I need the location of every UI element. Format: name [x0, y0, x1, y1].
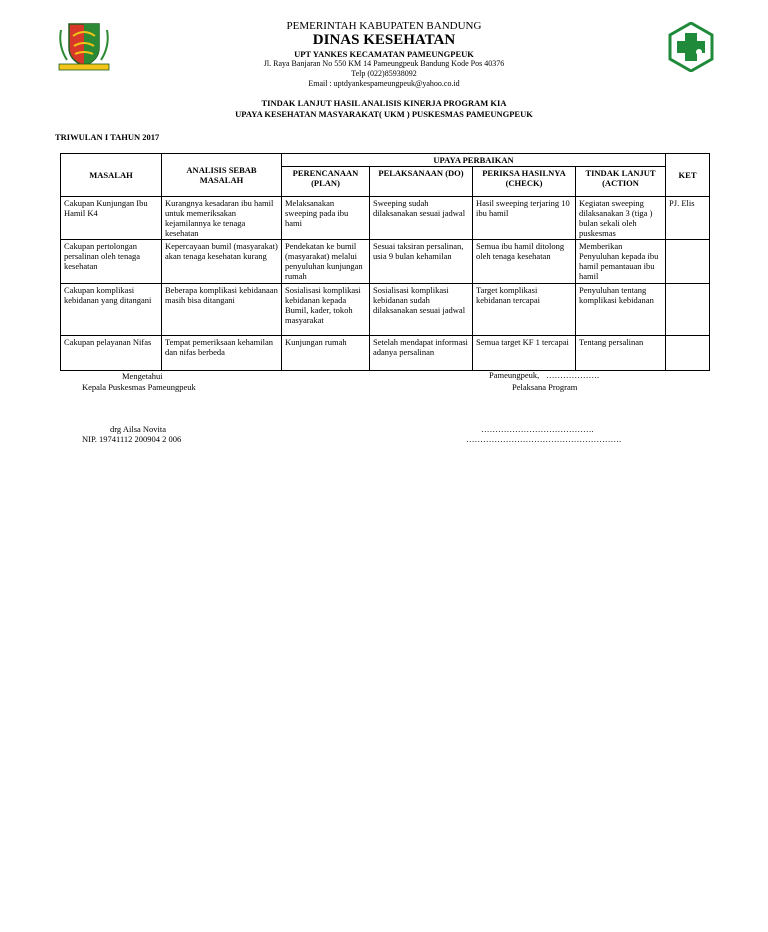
cell-check: Hasil sweeping terjaring 10 ibu hamil — [473, 197, 576, 240]
cell-check: Semua ibu hamil ditolong oleh tenaga kesehatan — [473, 240, 576, 284]
cell-masalah: Cakupan komplikasi kebidanan yang ditangani — [61, 284, 162, 336]
document-title-line1: TINDAK LANJUT HASIL ANALISIS KINERJA PROGRAM KIA — [261, 98, 507, 108]
address-line: Jl. Raya Banjaran No 550 KM 14 Pameungpeuk Bandung Kode Pos 40376 — [263, 59, 505, 68]
period-label: TRIWULAN I TAHUN 2017 — [55, 132, 160, 142]
header-plan: PERENCANAAN (PLAN) — [282, 167, 370, 197]
table-row — [61, 240, 710, 284]
header-action: TINDAK LANJUT (ACTION — [576, 167, 666, 197]
phone-line: Telp (022)85938092 — [351, 69, 417, 78]
cell-plan: Sosialisasi komplikasi kebidanan kepada Bumil, kader, tokoh masyarakat — [282, 284, 370, 336]
header-check: PERIKSA HASILNYA (CHECK) — [473, 167, 576, 197]
right-sign-nip-dots: ………………………………………………. — [466, 434, 622, 444]
unit-name: UPT YANKES KECAMATAN PAMEUNGPEUK — [294, 49, 474, 59]
cell-analisis: Kurangnya kesadaran ibu hamil untuk memeriksakan kejamilannya ke tenaga kesehatan — [162, 197, 282, 240]
left-sign-name: drg Ailsa Novita — [110, 424, 167, 434]
header-masalah: MASALAH — [61, 154, 162, 197]
left-sign-nip: NIP. 19741112 200904 2 006 — [82, 434, 182, 444]
cell-masalah: Cakupan pertolongan persalinan oleh tenaga kesehatan — [61, 240, 162, 284]
header-do: PELAKSANAAN (DO) — [370, 167, 473, 197]
cell-analisis: Beberapa komplikasi kebidanaan masih bisa ditangani — [162, 284, 282, 336]
cell-do: Setelah mendapat informasi adanya persalinan — [370, 336, 473, 371]
cell-check: Semua target KF 1 tercapai — [473, 336, 576, 371]
cell-masalah: Cakupan pelayanan Nifas — [61, 336, 162, 371]
cell-action: Kegiatan sweeping dilaksanakan 3 (tiga ) bulan sekali oleh puskesmas — [576, 197, 666, 240]
header-analisis: ANALISIS SEBAB MASALAH — [162, 154, 282, 197]
table-row — [61, 284, 710, 336]
cell-check: Target komplikasi kebidanan tercapai — [473, 284, 576, 336]
agency-name: DINAS KESEHATAN — [312, 32, 456, 48]
cell-ket — [666, 336, 710, 371]
document-title-line2: UPAYA KESEHATAN MASYARAKAT( UKM ) PUSKESMAS PAMEUNGPEUK — [235, 109, 533, 119]
cell-do: Sesuai taksiran persalinan, usia 9 bulan kehamilan — [370, 240, 473, 284]
cell-plan: Pendekatan ke bumil (masyarakat) melalui penyuluhan kunjungan rumah — [282, 240, 370, 284]
cell-ket: PJ. Elis — [666, 197, 710, 240]
header-upaya-perbaikan: UPAYA PERBAIKAN — [282, 154, 666, 167]
action-plan-table — [60, 153, 710, 371]
cell-analisis: Kepercayaan bumil (masyarakat) akan tenaga kesehatan kurang — [162, 240, 282, 284]
right-sign-place: Pameungpeuk, — [489, 370, 540, 380]
cell-action: Penyuluhan tentang komplikasi kebidanan — [576, 284, 666, 336]
cell-action: Tentang persalinan — [576, 336, 666, 371]
cell-analisis: Tempat pemeriksaan kehamilan dan nifas berbeda — [162, 336, 282, 371]
table-row — [61, 336, 710, 371]
table-row — [61, 197, 710, 240]
email-line: Email : uptdyankespameungpeuk@yahoo.co.id — [308, 79, 460, 88]
cell-plan: Kunjungan rumah — [282, 336, 370, 371]
cell-plan: Melaksanakan sweeping pada ibu hami — [282, 197, 370, 240]
cell-ket — [666, 284, 710, 336]
left-sign-label-mengetahui: Mengetahui — [122, 371, 163, 381]
cell-action: Memberikan Penyuluhan kepada ibu hamil pemantauan ibu hamil — [576, 240, 666, 284]
cell-do: Sweeping sudah dilaksanakan sesuai jadwal — [370, 197, 473, 240]
left-sign-label-kepala: Kepala Puskesmas Pameungpeuk — [82, 382, 196, 392]
government-name: PEMERINTAH KABUPATEN BANDUNG — [286, 20, 482, 32]
right-sign-label: Pelaksana Program — [512, 382, 578, 392]
right-sign-name-dots: …………………………………. — [481, 424, 594, 434]
cell-do: Sosialisasi komplikasi kebidanan sudah dilaksanakan sesuai jadwal — [370, 284, 473, 336]
cell-masalah: Cakupan Kunjungan Ibu Hamil K4 — [61, 197, 162, 240]
header-ket: KET — [666, 154, 710, 197]
cell-ket — [666, 240, 710, 284]
right-sign-date: ………………. — [546, 370, 600, 380]
